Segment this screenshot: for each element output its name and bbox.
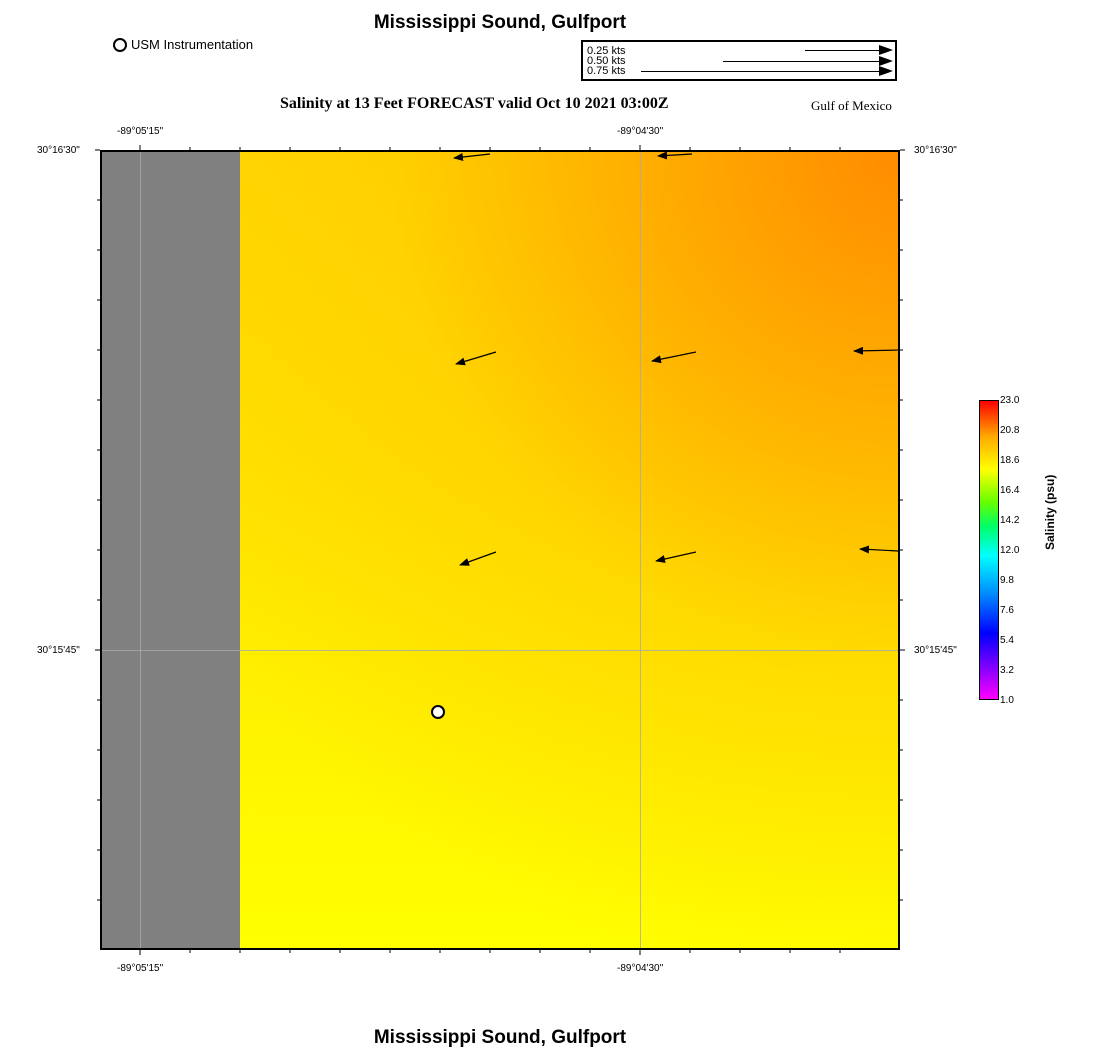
region-label: Gulf of Mexico — [811, 98, 892, 113]
colorbar-tick: 12.0 — [1000, 545, 1020, 556]
colorbar-tick: 7.6 — [1000, 605, 1014, 616]
arrow-icon — [652, 352, 696, 361]
lat-label-right-2: 30°15'45" — [914, 645, 957, 656]
scale-label-025: 0.25 kts — [587, 45, 626, 57]
colorbar-tick: 14.2 — [1000, 515, 1020, 526]
colorbar-title: Salinity (psu) — [1043, 474, 1057, 550]
current-vectors — [102, 152, 900, 950]
salinity-map[interactable] — [100, 150, 900, 950]
colorbar-tick: 3.2 — [1000, 665, 1014, 676]
lon-label-top-1: -89°05'15" — [117, 126, 164, 137]
colorbar-gradient — [979, 400, 999, 700]
arrow-icon — [460, 552, 496, 565]
arrow-icon — [658, 154, 692, 156]
ring-icon[interactable] — [431, 705, 445, 719]
colorbar-tick: 5.4 — [1000, 635, 1014, 646]
arrow-icon — [454, 154, 490, 158]
lat-label-left-2: 30°15'45" — [37, 645, 80, 656]
arrow-icon — [860, 549, 898, 551]
colorbar-tick: 9.8 — [1000, 575, 1014, 586]
colorbar-tick: 1.0 — [1000, 695, 1014, 706]
colorbar-tick: 16.4 — [1000, 485, 1020, 496]
colorbar-tick: 20.8 — [1000, 425, 1020, 436]
lon-label-bottom-2: -89°04'30" — [617, 963, 664, 974]
lat-label-left-1: 30°16'30" — [37, 145, 80, 156]
map-footer-title: Mississippi Sound, Gulfport — [373, 1027, 627, 1048]
station-legend-label: USM Instrumentation — [131, 37, 254, 52]
lon-label-top-2: -89°04'30" — [617, 126, 664, 137]
colorbar-tick: 23.0 — [1000, 395, 1020, 406]
scale-label-050: 0.50 kts — [587, 55, 626, 67]
arrow-icon — [456, 352, 496, 364]
map-title: Mississippi Sound, Gulfport — [373, 12, 627, 33]
scale-label-075: 0.75 kts — [587, 65, 626, 77]
arrow-icon — [656, 552, 696, 561]
colorbar-tick: 18.6 — [1000, 455, 1020, 466]
map-subtitle: Salinity at 13 Feet FORECAST valid Oct 10 2021 03:00Z — [280, 95, 669, 112]
lat-label-right-1: 30°16'30" — [914, 145, 957, 156]
arrow-icon — [854, 350, 900, 351]
lon-label-bottom-1: -89°05'15" — [117, 963, 164, 974]
